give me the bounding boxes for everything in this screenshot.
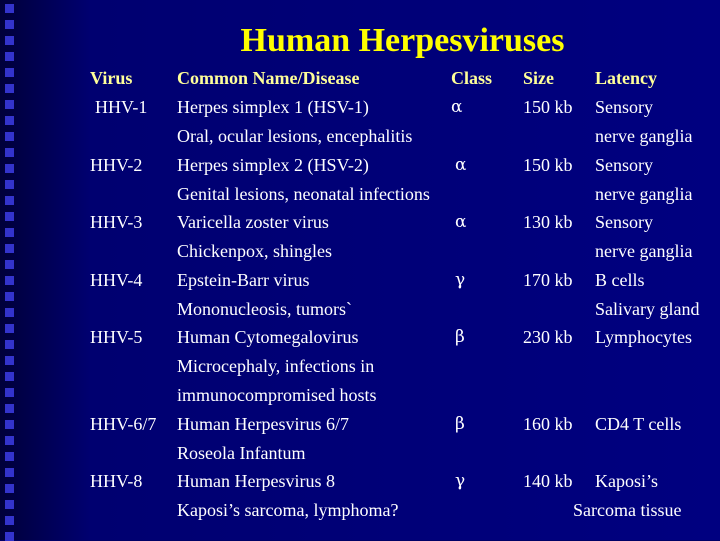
- virus-id: HHV-1: [95, 97, 148, 117]
- decorative-square: [5, 100, 14, 109]
- decorative-square: [5, 212, 14, 221]
- latency-site: Sensory: [595, 97, 653, 117]
- virus-class: β: [455, 327, 465, 347]
- decorative-square: [5, 308, 14, 317]
- virus-class: α: [451, 97, 463, 117]
- virus-id: HHV-5: [90, 327, 143, 347]
- virus-class: β: [455, 414, 465, 434]
- header-class: Class: [451, 68, 493, 88]
- decorative-square: [5, 84, 14, 93]
- header-common-name: Common Name/Disease: [177, 68, 360, 88]
- latency-site-cont: nerve ganglia: [595, 126, 693, 146]
- virus-id: HHV-8: [90, 471, 143, 491]
- genome-size: 130 kb: [523, 212, 573, 232]
- decorative-square: [5, 196, 14, 205]
- virus-id: HHV-6/7: [90, 414, 157, 434]
- virus-name: Human Herpesvirus 6/7: [177, 414, 349, 434]
- virus-disease: Roseola Infantum: [177, 443, 306, 463]
- genome-size: 170 kb: [523, 270, 573, 290]
- latency-site: Sensory: [595, 212, 653, 232]
- header-size: Size: [523, 68, 554, 88]
- decorative-square: [5, 164, 14, 173]
- decorative-square: [5, 372, 14, 381]
- genome-size: 150 kb: [523, 97, 573, 117]
- virus-disease: Genital lesions, neonatal infections: [177, 184, 430, 204]
- virus-disease-cont: immunocompromised hosts: [177, 385, 377, 405]
- virus-class: γ: [455, 471, 466, 491]
- decorative-square: [5, 452, 14, 461]
- decorative-square: [5, 68, 14, 77]
- decorative-square: [5, 116, 14, 125]
- virus-class: α: [455, 212, 467, 232]
- genome-size: 230 kb: [523, 327, 573, 347]
- genome-size: 140 kb: [523, 471, 573, 491]
- decorative-square: [5, 244, 14, 253]
- virus-disease: Mononucleosis, tumors`: [177, 299, 352, 319]
- latency-site: Sensory: [595, 155, 653, 175]
- decorative-square: [5, 500, 14, 509]
- decorative-square: [5, 324, 14, 333]
- virus-name: Herpes simplex 1 (HSV-1): [177, 97, 369, 117]
- genome-size: 150 kb: [523, 155, 573, 175]
- decorative-square: [5, 420, 14, 429]
- virus-class: γ: [455, 270, 466, 290]
- latency-site-cont: Sarcoma tissue: [573, 500, 682, 520]
- decorative-square: [5, 516, 14, 525]
- decorative-square: [5, 260, 14, 269]
- virus-name: Varicella zoster virus: [177, 212, 329, 232]
- decorative-square: [5, 4, 14, 13]
- virus-id: HHV-3: [90, 212, 143, 232]
- slide-title: Human Herpesviruses: [240, 22, 565, 59]
- decorative-square: [5, 436, 14, 445]
- decorative-square: [5, 484, 14, 493]
- decorative-square: [5, 468, 14, 477]
- decorative-square: [5, 180, 14, 189]
- latency-site-cont: Salivary gland: [595, 299, 700, 319]
- virus-name: Epstein-Barr virus: [177, 270, 310, 290]
- virus-name: Human Cytomegalovirus: [177, 327, 359, 347]
- virus-name: Herpes simplex 2 (HSV-2): [177, 155, 369, 175]
- virus-disease: Microcephaly, infections in: [177, 356, 375, 376]
- decorative-square: [5, 132, 14, 141]
- latency-site: CD4 T cells: [595, 414, 682, 434]
- virus-disease: Oral, ocular lesions, encephalitis: [177, 126, 413, 146]
- decorative-square: [5, 276, 14, 285]
- header-latency: Latency: [595, 68, 657, 88]
- genome-size: 160 kb: [523, 414, 573, 434]
- decorative-square: [5, 228, 14, 237]
- decorative-square: [5, 404, 14, 413]
- virus-id: HHV-2: [90, 155, 143, 175]
- header-virus: Virus: [90, 68, 133, 88]
- decorative-square: [5, 340, 14, 349]
- virus-disease: Chickenpox, shingles: [177, 241, 332, 261]
- virus-disease: Kaposi’s sarcoma, lymphoma?: [177, 500, 399, 520]
- decorative-square-strip: [0, 0, 20, 540]
- virus-class: α: [455, 155, 467, 175]
- latency-site-cont: nerve ganglia: [595, 184, 693, 204]
- decorative-square: [5, 356, 14, 365]
- virus-name: Human Herpesvirus 8: [177, 471, 335, 491]
- decorative-square: [5, 292, 14, 301]
- latency-site: Lymphocytes: [595, 327, 692, 347]
- decorative-square: [5, 388, 14, 397]
- latency-site: Kaposi’s: [595, 471, 658, 491]
- virus-id: HHV-4: [90, 270, 143, 290]
- decorative-square: [5, 148, 14, 157]
- latency-site: B cells: [595, 270, 645, 290]
- latency-site-cont: nerve ganglia: [595, 241, 693, 261]
